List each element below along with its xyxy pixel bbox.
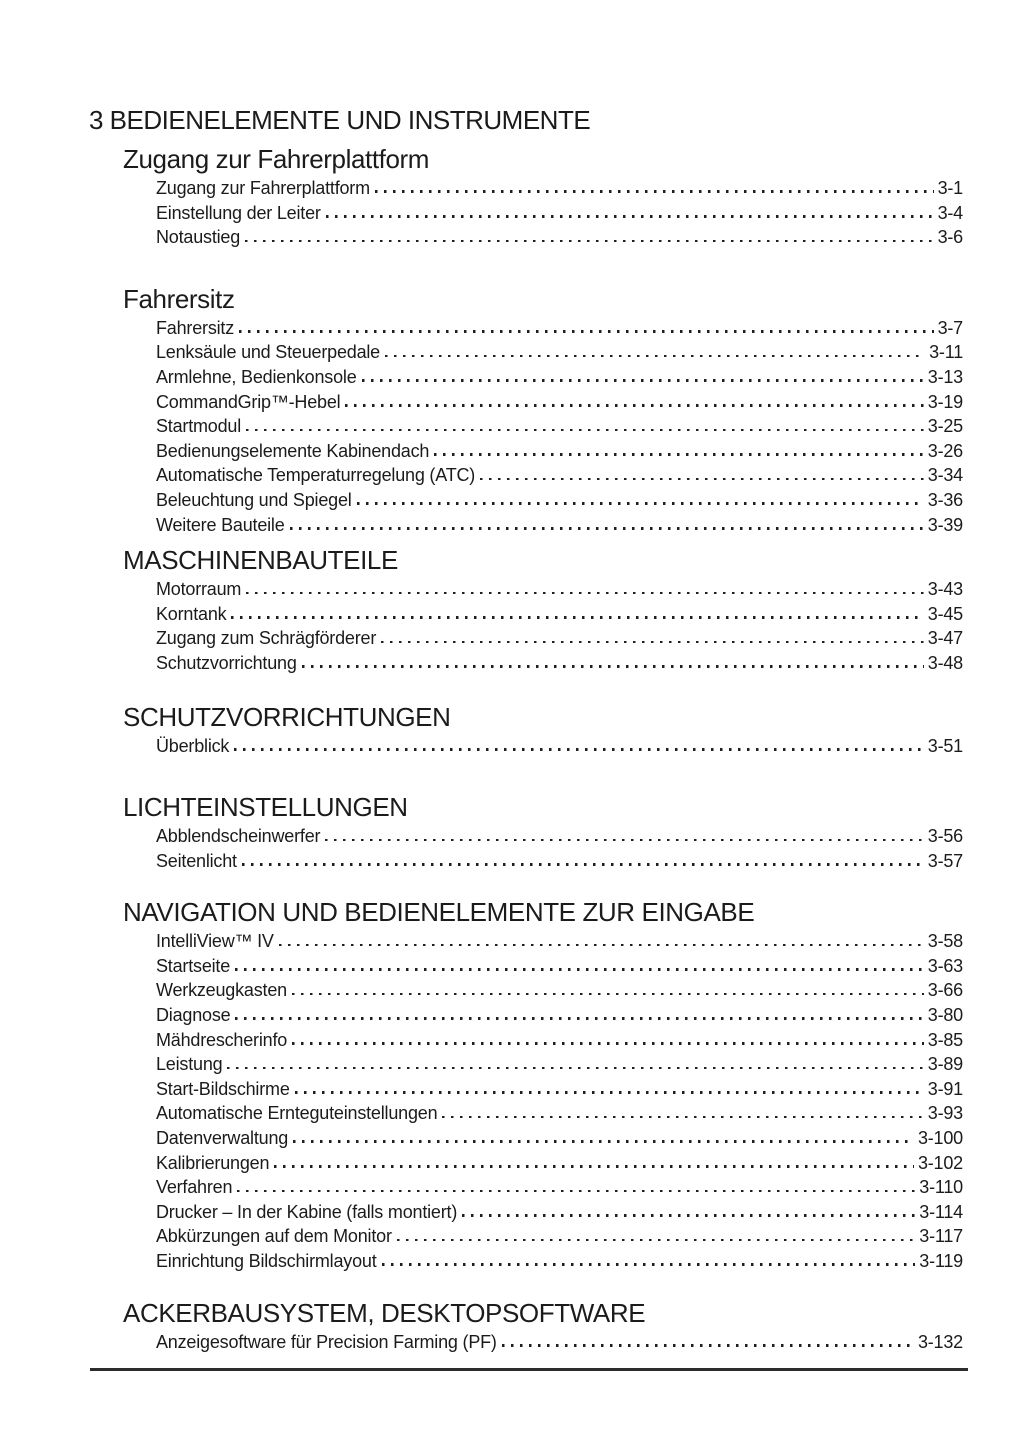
chapter-title: 3 BEDIENELEMENTE UND INSTRUMENTE (89, 105, 591, 135)
toc-entry-label: Schutzvorrichtung (156, 652, 297, 673)
toc-entry-label: Mähdrescherinfo (156, 1029, 288, 1050)
toc-entry-page: 3-102 (917, 1152, 963, 1173)
toc-entry[interactable] (156, 954, 963, 979)
leader-dots (235, 968, 924, 971)
toc-entry-label: Motorraum (156, 579, 242, 600)
toc-entry[interactable] (156, 365, 963, 390)
leader-dots (462, 1214, 915, 1217)
toc-entry[interactable] (156, 849, 963, 874)
leader-dots (434, 453, 924, 456)
leader-dots (502, 1344, 914, 1347)
leader-dots (381, 641, 924, 644)
toc-entry[interactable] (156, 225, 963, 250)
toc-section (0, 547, 1024, 675)
toc-entry-label: Beleuchtung und Spiegel (156, 489, 352, 510)
leader-dots (290, 527, 924, 530)
leader-dots (325, 839, 923, 842)
leader-dots (274, 1165, 914, 1168)
toc-entry-page: 3-63 (927, 955, 963, 976)
toc-entry[interactable] (156, 340, 963, 365)
toc-entry[interactable] (156, 1151, 963, 1176)
toc-entry-list (156, 1330, 963, 1355)
leader-dots (295, 1091, 924, 1094)
toc-entry-label: Abkürzungen auf dem Monitor (156, 1226, 392, 1247)
toc-entry-page: 3-119 (919, 1251, 963, 1271)
toc-entry-label: Einrichtung Bildschirmlayout (156, 1251, 377, 1271)
toc-entry-page: 3-47 (927, 628, 963, 649)
toc-entry-label: Armlehne, Bedienkonsole (156, 366, 357, 387)
toc-entry[interactable] (156, 1249, 963, 1274)
toc-section (0, 1297, 1024, 1355)
toc-section (0, 794, 1024, 873)
section-heading: NAVIGATION UND BEDIENELEMENTE ZUR EINGABE (123, 897, 755, 928)
toc-entry[interactable] (156, 439, 963, 464)
leader-dots (362, 379, 924, 382)
toc-entry-page: 3-56 (927, 826, 963, 847)
toc-entry[interactable] (156, 1028, 963, 1053)
toc-entry-label: Automatische Temperaturregelung (ATC) (156, 465, 476, 486)
leader-dots (293, 1140, 914, 1143)
toc-entry-label: Zugang zur Fahrerplattform (156, 178, 370, 198)
toc-entry-label: Anzeigesoftware für Precision Farming (PF) (156, 1331, 497, 1352)
leader-dots (385, 355, 925, 358)
leader-dots (235, 1017, 923, 1020)
leader-dots (234, 748, 924, 751)
toc-entry[interactable] (156, 602, 963, 627)
leader-dots (442, 1116, 923, 1119)
leader-dots (237, 1190, 915, 1193)
toc-entry-page: 3-117 (919, 1226, 963, 1247)
toc-entry-page: 3-4 (937, 202, 963, 223)
leader-dots (239, 330, 934, 333)
toc-section (0, 899, 1024, 1273)
toc-entry-page: 3-34 (927, 465, 963, 486)
toc-entry-label: IntelliView™ IV (156, 931, 274, 952)
toc-entry-list (156, 577, 963, 675)
toc-entry-page: 3-51 (927, 735, 963, 756)
toc-entry-label: CommandGrip™-Hebel (156, 391, 341, 412)
toc-entry-list (156, 316, 963, 537)
toc-entry[interactable] (156, 1200, 963, 1225)
leader-dots (292, 993, 924, 996)
toc-entry[interactable] (156, 176, 963, 201)
toc-entry-label: Seitenlicht (156, 850, 237, 871)
toc-entry-label: Fahrersitz (156, 317, 235, 338)
toc-entry-page: 3-80 (927, 1005, 963, 1026)
toc-entry[interactable] (156, 390, 963, 415)
toc-entry-page: 3-114 (919, 1201, 963, 1222)
toc-entry-page: 3-7 (937, 317, 963, 338)
toc-entry[interactable] (156, 1126, 963, 1151)
toc-entry-page: 3-132 (917, 1331, 963, 1352)
toc-entry[interactable] (156, 1077, 963, 1102)
toc-entry-page: 3-1 (937, 178, 963, 198)
toc-entry-page: 3-13 (927, 366, 963, 387)
toc-entry-page: 3-43 (927, 579, 963, 600)
toc-entry-list (156, 734, 963, 759)
leader-dots (326, 215, 934, 218)
leader-dots (302, 665, 924, 668)
toc-sections (0, 146, 1024, 1354)
toc-entry-label: Einstellung der Leiter (156, 202, 321, 223)
toc-entry-page: 3-45 (927, 603, 963, 624)
toc-entry[interactable] (156, 1175, 963, 1200)
toc-entry-label: Startmodul (156, 416, 242, 437)
leader-dots (480, 478, 924, 481)
leader-dots (375, 190, 934, 193)
toc-entry-label: Überblick (156, 735, 230, 756)
toc-entry-page: 3-25 (927, 416, 963, 437)
toc-entry-label: Zugang zum Schrägförderer (156, 628, 377, 649)
section-heading: SCHUTZVORRICHTUNGEN (123, 701, 451, 732)
leader-dots (382, 1263, 916, 1266)
toc-section (0, 701, 1024, 759)
leader-dots (397, 1239, 916, 1242)
toc-entry-page: 3-36 (927, 489, 963, 510)
leader-dots (357, 502, 924, 505)
toc-entry[interactable] (156, 316, 963, 341)
section-heading: Zugang zur Fahrerplattform (123, 144, 430, 174)
toc-entry-label: Drucker – In der Kabine (falls montiert) (156, 1201, 458, 1222)
toc-entry-list (156, 824, 963, 873)
section-heading: ACKERBAUSYSTEM, DESKTOPSOFTWARE (123, 1297, 646, 1328)
toc-entry-label: Kalibrierungen (156, 1152, 270, 1173)
toc-entry-label: Diagnose (156, 1005, 231, 1026)
toc-entry[interactable] (156, 734, 963, 759)
toc-entry-label: Bedienungselemente Kabinendach (156, 440, 430, 461)
toc-entry-page: 3-19 (927, 391, 963, 412)
section-heading: LICHTEINSTELLUNGEN (123, 792, 408, 823)
toc-entry-page: 3-110 (919, 1177, 963, 1198)
toc-entry-label: Leistung (156, 1054, 223, 1075)
toc-entry[interactable] (156, 513, 963, 538)
toc-entry-page: 3-39 (927, 514, 963, 535)
leader-dots (245, 240, 934, 243)
toc-entry-label: Lenksäule und Steuerpedale (156, 342, 380, 363)
section-heading: MASCHINENBAUTEILE (123, 545, 398, 576)
toc-section (0, 283, 1024, 537)
toc-entry-label: Startseite (156, 955, 231, 976)
toc-entry[interactable] (156, 1224, 963, 1249)
leader-dots (227, 1067, 923, 1070)
toc-entry-page: 3-26 (927, 440, 963, 461)
toc-entry-page: 3-85 (927, 1029, 963, 1050)
toc-entry-page: 3-66 (927, 980, 963, 1001)
toc-entry-label: Datenverwaltung (156, 1128, 289, 1149)
toc-entry-list (156, 929, 963, 1273)
toc-entry-label: Start-Bildschirme (156, 1078, 290, 1099)
toc-entry[interactable] (156, 1330, 963, 1355)
toc-entry-label: Weitere Bauteile (156, 514, 285, 535)
toc-entry[interactable] (156, 1003, 963, 1028)
footer-divider (90, 1368, 968, 1371)
toc-entry[interactable] (156, 1052, 963, 1077)
toc-entry[interactable] (156, 1101, 963, 1126)
toc-entry-page: 3-100 (917, 1128, 963, 1149)
toc-entry[interactable] (156, 463, 963, 488)
toc-entry[interactable] (156, 201, 963, 226)
toc-entry-label: Notaustieg (156, 227, 241, 248)
toc-entry[interactable] (156, 651, 963, 676)
leader-dots (345, 404, 923, 407)
toc-entry-page: 3-11 (929, 342, 963, 363)
toc-entry-page: 3-48 (927, 652, 963, 673)
toc-entry-label: Abblendscheinwerfer (156, 826, 321, 847)
leader-dots (292, 1042, 924, 1045)
toc-entry-page: 3-57 (927, 850, 963, 871)
toc-entry[interactable] (156, 626, 963, 651)
toc-entry-page: 3-89 (927, 1054, 963, 1075)
leader-dots (279, 944, 924, 947)
toc-entry[interactable] (156, 978, 963, 1003)
toc-entry-page: 3-6 (937, 227, 963, 248)
leader-dots (231, 616, 923, 619)
toc-entry-list (156, 176, 963, 250)
toc-entry-label: Verfahren (156, 1177, 233, 1198)
toc-entry[interactable] (156, 488, 963, 513)
toc-entry[interactable] (156, 824, 963, 849)
toc-entry-page: 3-58 (927, 931, 963, 952)
toc-entry-label: Werkzeugkasten (156, 980, 287, 1001)
leader-dots (246, 592, 924, 595)
toc-entry-label: Korntank (156, 603, 227, 624)
toc-entry-page: 3-93 (927, 1103, 963, 1124)
toc-entry-page: 3-91 (927, 1078, 963, 1099)
leader-dots (246, 429, 924, 432)
toc-entry[interactable] (156, 577, 963, 602)
section-heading: Fahrersitz (123, 283, 235, 314)
toc-section (0, 146, 1024, 250)
leader-dots (242, 863, 924, 866)
toc-entry[interactable] (156, 929, 963, 954)
toc-entry-label: Automatische Ernteguteinstellungen (156, 1103, 438, 1124)
toc-entry[interactable] (156, 414, 963, 439)
